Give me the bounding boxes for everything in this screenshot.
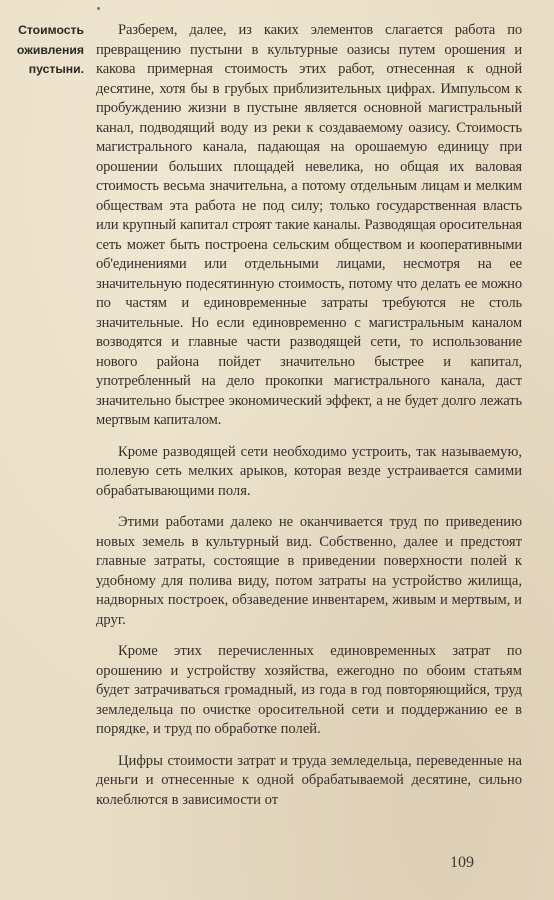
paragraph: Разберем, далее, из каких элементов слагается работа по превращению пустыни в культурные оазисы путем орошения и какова примерная стоимость этих работ, отнесенная к одной десятине, хотя бы в грубых приблизительных цифрах. Импульсом к пробуждению жизни в пустыне является основной магистральный канал, подводящий воду из реки к создаваемому оазису. Стоимость магистрального канала, падающая на орошаемую единицу при орошении больших площадей невелика, но общая их валовая стоимость весьма значительна, а потому отдельным лицам и мелким обществам эта работа не под силу; только государственная власть или крупный капитал строят такие каналы. Разводящая оросительная сеть может быть построена сельским обществом и кооперативными об'единениями или отдельными лицами, несмотря на ее значительную подесятинную стоимость, потому что делать ее можно по частям и единовременные затраты требуются не столь значительные. Но если единовременно с магистральным каналом возводятся и главные части разводящей сети, то использование нового района пойдет значительно быстрее и капитал, употребленный на дело прокопки магистрального канала, даст значительно быстрее экономический эффект, а не будет долго лежать мертвым капиталом.	[96, 22, 522, 428]
margin-note-line: оживления	[16, 42, 84, 57]
print-speck	[97, 7, 100, 10]
margin-note	[4, 21, 84, 80]
margin-note-line: Стоимость	[18, 23, 84, 37]
page-number: 109	[450, 854, 474, 871]
paragraph: Этими работами далеко не оканчивается труд по приведению новых земель в культурный вид. Собственно, далее и предстоят главные затраты, состоящие в приведении поверхности полей к удобному для полива виду, потом затраты на устройство жилища, надворных построек, обзаведение инвентарем, живым и мертвым, и друг.	[96, 514, 522, 628]
paragraph: Кроме разводящей сети необходимо устроить, так называемую, полевую сеть мелких арыков, которая везде устраивается самими обрабатывающими поля.	[96, 443, 522, 499]
margin-note-line: пустыни.	[28, 62, 84, 77]
body-text	[96, 21, 522, 810]
paragraph: Цифры стоимости затрат и труда земледельца, переведенные на деньги и отнесенные к одной обрабатываемой десятине, сильно колеблются в зависимости от	[96, 752, 522, 808]
paragraph: Кроме этих перечисленных единовременных затрат по орошению и устройству хозяйства, ежегодно по обоим статьям будет затрачиваться громадный, из года в год повторяющийся, труд земледельца по очистке оросительной сети и поддержанию ее в порядке, и труд по обработке полей.	[96, 643, 522, 737]
